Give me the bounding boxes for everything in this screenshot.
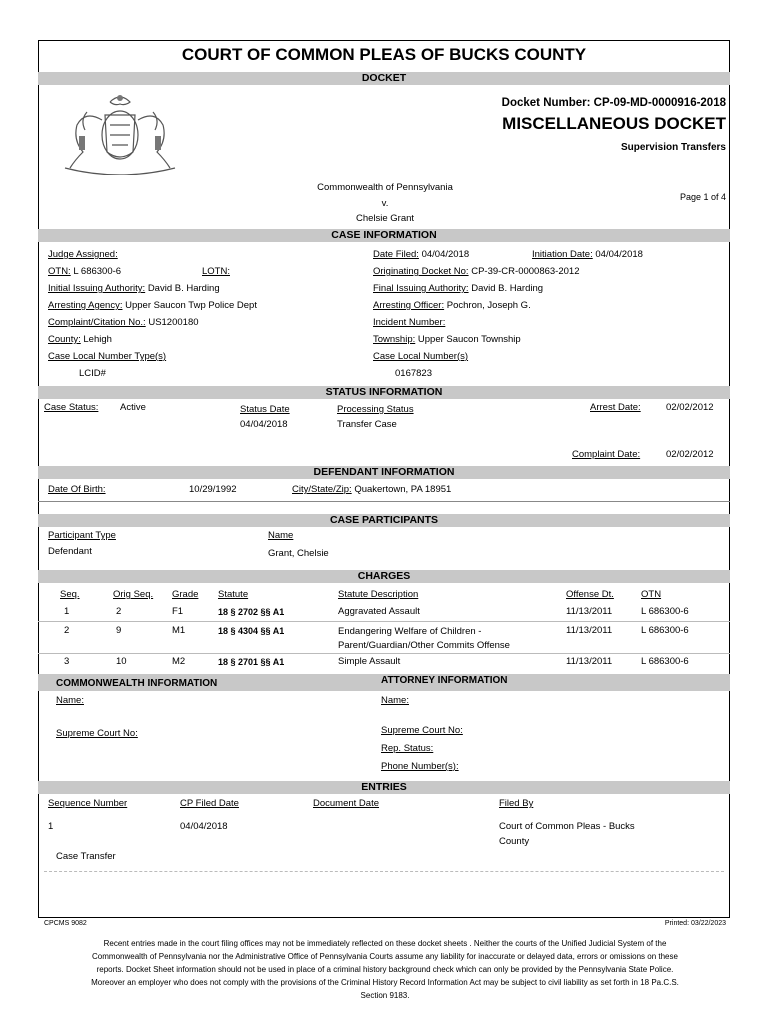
charge-2-statute: 18 § 4304 §§ A1	[218, 626, 285, 636]
entries-cp-filed-label: CP Filed Date	[180, 798, 239, 809]
local-type: LCID#	[79, 368, 106, 379]
charges-header-grade: Grade	[172, 589, 199, 600]
defendant-information-band: DEFENDANT INFORMATION	[38, 466, 730, 479]
docket-type: MISCELLANEOUS DOCKET	[502, 114, 726, 133]
attorney-information-heading: ATTORNEY INFORMATION	[381, 675, 508, 686]
charge-3-description: Simple Assault	[338, 656, 401, 667]
court-title: COURT OF COMMON PLEAS OF BUCKS COUNTY	[181, 45, 587, 64]
initial-auth-label: Initial Issuing Authority:	[48, 283, 146, 294]
arresting-officer-label: Arresting Officer:	[373, 300, 445, 311]
charges-header-offense-date: Offense Dt.	[566, 589, 614, 600]
judge-label: Judge Assigned:	[48, 249, 118, 260]
date-filed-label: Date Filed:	[373, 249, 419, 260]
entry-cp-date: 04/04/2018	[180, 821, 228, 832]
charges-band: CHARGES	[38, 570, 730, 583]
charge-2-description-cont: Parent/Guardian/Other Commits Offense	[338, 640, 510, 651]
caption-versus: v.	[381, 198, 389, 209]
divider	[38, 501, 730, 502]
charge-1-grade: F1	[172, 606, 184, 617]
participant-name: Grant, Chelsie	[268, 548, 329, 559]
pennsylvania-seal-icon	[55, 90, 185, 175]
township: Upper Saucon Township	[417, 334, 521, 345]
charge-1-offense-date: 11/13/2011	[566, 606, 613, 617]
complaint-label: Complaint/Citation No.:	[48, 317, 146, 328]
dob: 10/29/1992	[189, 484, 237, 495]
participant-name-label: Name	[268, 530, 294, 541]
case-participants-band: CASE PARTICIPANTS	[38, 514, 730, 527]
status-information-band: STATUS INFORMATION	[38, 386, 730, 399]
charge-3-seq: 3	[64, 656, 70, 667]
complaint-date: 02/02/2012	[666, 449, 714, 460]
status-date-label: Status Date	[240, 404, 290, 415]
charge-1-statute: 18 § 2702 §§ A1	[218, 607, 285, 617]
attorney-name-label: Name:	[381, 695, 409, 706]
case-status: Active	[120, 402, 146, 413]
charge-2-description: Endangering Welfare of Children -	[338, 626, 482, 637]
commonwealth-supreme-label: Supreme Court No:	[56, 728, 138, 739]
local-type-label: Case Local Number Type(s)	[48, 351, 167, 362]
docket-subtitle: Supervision Transfers	[620, 142, 726, 153]
phone-label: Phone Number(s):	[381, 761, 459, 772]
local-number: 0167823	[395, 368, 432, 379]
commonwealth-information-heading: COMMONWEALTH INFORMATION	[56, 678, 218, 689]
orig-docket-label: Originating Docket No:	[373, 266, 469, 277]
final-auth: David B. Harding	[471, 283, 544, 294]
initial-auth: David B. Harding	[147, 283, 220, 294]
charge-3-otn: L 686300-6	[641, 656, 689, 667]
printed-date: Printed: 03/22/2023	[664, 920, 726, 927]
caption-plaintiff: Commonwealth of Pennsylvania	[317, 182, 453, 193]
charges-header-seq: Seq.	[60, 589, 80, 600]
entries-dashed-divider	[44, 871, 724, 872]
charges-header-description: Statute Description	[338, 589, 419, 600]
commonwealth-name-label: Name:	[56, 695, 84, 706]
arrest-date-label: Arrest Date:	[590, 402, 641, 413]
city-state-zip: Quakertown, PA 18951	[354, 484, 452, 495]
status-date: 04/04/2018	[240, 419, 288, 430]
initiation-label: Initiation Date:	[532, 249, 593, 260]
attorney-supreme-label: Supreme Court No:	[381, 725, 463, 736]
county: Lehigh	[83, 334, 112, 345]
charges-header-orig-seq: Orig Seq.	[113, 589, 154, 600]
charge-3-grade: M2	[172, 656, 186, 667]
charge-3-offense-date: 11/13/2011	[566, 656, 613, 667]
row-divider	[38, 653, 730, 654]
entries-document-date-label: Document Date	[313, 798, 380, 809]
entry-title: Case Transfer	[56, 851, 116, 862]
charge-2-grade: M1	[172, 625, 186, 636]
charge-1-seq: 1	[64, 606, 70, 617]
dob-label: Date Of Birth:	[48, 484, 106, 495]
processing-label: Processing Status	[337, 404, 414, 415]
charge-1-orig-seq: 2	[116, 606, 122, 617]
participant-type-label: Participant Type	[48, 530, 116, 541]
processing-status: Transfer Case	[337, 419, 397, 430]
arresting-agency-label: Arresting Agency:	[48, 300, 123, 311]
date-filed: 04/04/2018	[421, 249, 470, 260]
incident-label: Incident Number:	[373, 317, 446, 328]
charges-header-statute: Statute	[218, 589, 249, 600]
arrest-date: 02/02/2012	[666, 402, 714, 413]
charges-header-otn: OTN	[641, 589, 662, 600]
case-status-label: Case Status:	[44, 402, 99, 413]
entry-filed-by: Court of Common Pleas - Bucks	[499, 821, 635, 832]
caption-defendant: Chelsie Grant	[355, 213, 415, 224]
entries-sequence-label: Sequence Number	[48, 798, 128, 809]
docket-number: Docket Number: CP-09-MD-0000916-2018	[501, 97, 726, 109]
entry-sequence: 1	[48, 821, 54, 832]
docket-band: DOCKET	[38, 72, 730, 85]
case-information-band: CASE INFORMATION	[38, 229, 730, 242]
form-number: CPCMS 9082	[44, 920, 87, 927]
charge-1-description: Aggravated Assault	[338, 606, 420, 617]
disclaimer-text: Recent entries made in the court filing offices may not be immediately reflected on these docket sheets . Neither the courts of the Unified Judicial System of the Commonwealth of Pennsylvania nor the Administrative Office of Pennsylvania Courts assume any liability for inaccurate or delayed data, errors or omissions on these reports. Docket Sheet information should not be used in place of a criminal history background check which can only be provided by the Pennsylvania State Police. Moreover an employer who does not comply with the provisions of the Criminal History Record Information Act may be subject to civil liability as set forth in 18 Pa.C.S. Section 9183.	[91, 939, 679, 1000]
city-state-zip-label: City/State/Zip:	[292, 484, 352, 495]
otn-value: L 686300-6	[73, 266, 122, 277]
rep-status-label: Rep. Status:	[381, 743, 434, 754]
complaint-date-label: Complaint Date:	[572, 449, 641, 460]
arresting-agency: Upper Saucon Twp Police Dept	[125, 300, 257, 311]
otn-label: OTN:	[48, 266, 71, 277]
charge-2-seq: 2	[64, 625, 70, 636]
charge-2-orig-seq: 9	[116, 625, 122, 636]
charge-1-otn: L 686300-6	[641, 606, 689, 617]
local-number-label: Case Local Number(s)	[373, 351, 469, 362]
charge-2-otn: L 686300-6	[641, 625, 689, 636]
charge-3-orig-seq: 10	[116, 656, 127, 667]
county-label: County:	[48, 334, 81, 345]
row-divider	[38, 621, 730, 622]
entries-filed-by-label: Filed By	[499, 798, 534, 809]
page-number: Page 1 of 4	[679, 192, 726, 202]
lotn-label: LOTN:	[202, 266, 230, 277]
final-auth-label: Final Issuing Authority:	[373, 283, 469, 294]
participant-type: Defendant	[48, 546, 92, 557]
entry-filed-by-cont: County	[499, 836, 530, 847]
complaint-number: US1200180	[148, 317, 199, 328]
township-label: Township:	[373, 334, 416, 345]
initiation-date: 04/04/2018	[595, 249, 643, 260]
arresting-officer: Pochron, Joseph G.	[446, 300, 531, 311]
charge-3-statute: 18 § 2701 §§ A1	[218, 657, 285, 667]
orig-docket: CP-39-CR-0000863-2012	[471, 266, 580, 277]
entries-band: ENTRIES	[38, 781, 730, 794]
charge-2-offense-date: 11/13/2011	[566, 625, 613, 636]
